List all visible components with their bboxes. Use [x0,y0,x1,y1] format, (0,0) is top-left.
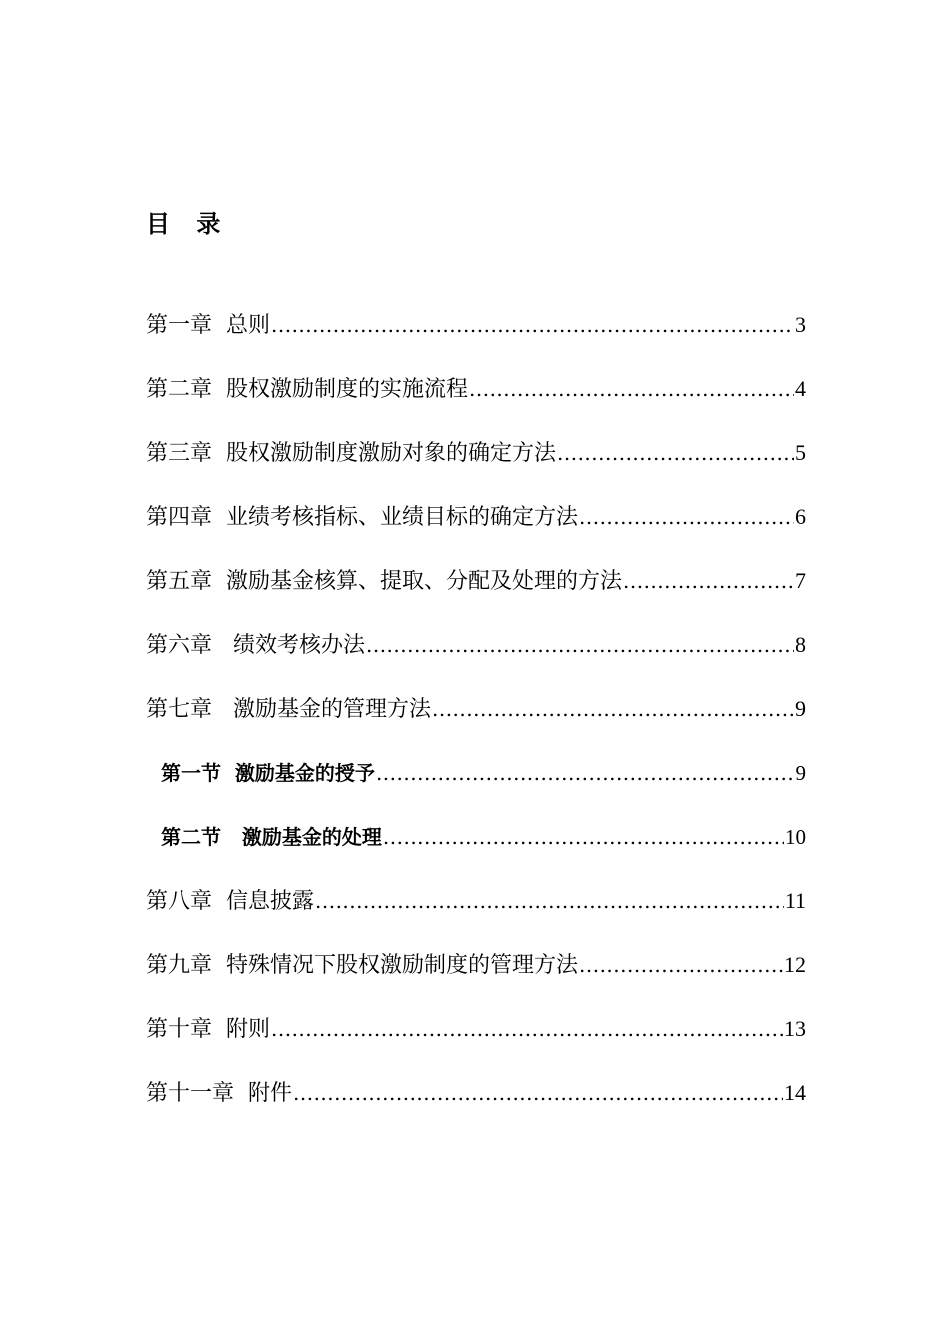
toc-dot-leader [579,945,783,985]
toc-page-number: 9 [795,696,806,721]
toc-entry-label: 第二节 激励基金的处理 [161,825,382,849]
toc-entry-label: 第一节 激励基金的授予 [161,761,375,785]
toc-entry-chapter-5[interactable] [146,561,806,625]
toc-dot-leader [366,625,794,665]
toc-page-number: 9 [795,761,806,785]
toc-page-number: 10 [785,825,806,849]
toc-entry-label: 第十一章 附件 [146,1081,292,1106]
toc-dot-leader [315,881,784,921]
toc-page-number: 8 [795,632,806,657]
toc-page-number: 3 [795,312,806,337]
toc-entry-label: 第七章 激励基金的管理方法 [146,697,431,722]
toc-entry-chapter-11[interactable] [146,1073,806,1137]
toc-page-number: 5 [795,440,806,465]
toc-entry-chapter-10[interactable] [146,1009,806,1073]
toc-list [146,305,806,1137]
toc-entry-label: 第十章 附则 [146,1017,270,1042]
toc-entry-chapter-7[interactable] [146,689,806,753]
toc-dot-leader [271,1009,783,1049]
toc-dot-leader [557,433,794,473]
toc-entry-label: 第一章 总则 [146,313,270,338]
toc-entry-label: 第八章 信息披露 [146,889,314,914]
toc-entry-label: 第二章 股权激励制度的实施流程 [146,377,468,402]
toc-page-number: 6 [795,504,806,529]
toc-entry-label: 第五章 激励基金核算、提取、分配及处理的方法 [146,569,622,594]
toc-dot-leader [383,817,784,857]
toc-page-number: 4 [795,376,806,401]
toc-page-number: 7 [795,568,806,593]
toc-page-number: 13 [784,1016,806,1041]
toc-entry-chapter-8[interactable] [146,881,806,945]
toc-entry-label: 第六章 绩效考核办法 [146,633,365,658]
toc-entry-chapter-3[interactable] [146,433,806,497]
toc-entry-label: 第四章 业绩考核指标、业绩目标的确定方法 [146,505,578,530]
toc-entry-chapter-2[interactable] [146,369,806,433]
toc-dot-leader [293,1073,783,1113]
toc-dot-leader [623,561,794,601]
toc-entry-section-2[interactable] [146,817,806,881]
toc-dot-leader [376,753,795,793]
toc-title: 目 录 [146,209,230,238]
toc-dot-leader [579,497,794,537]
toc-page-number: 12 [784,952,806,977]
toc-entry-label: 第三章 股权激励制度激励对象的确定方法 [146,441,556,466]
toc-page-number: 11 [784,888,806,913]
toc-page-number: 14 [784,1080,806,1105]
toc-entry-chapter-9[interactable] [146,945,806,1009]
toc-dot-leader [271,305,794,345]
toc-dot-leader [469,369,794,409]
toc-entry-label: 第九章 特殊情况下股权激励制度的管理方法 [146,953,578,978]
toc-entry-chapter-1[interactable] [146,305,806,369]
toc-entry-chapter-4[interactable] [146,497,806,561]
toc-entry-chapter-6[interactable] [146,625,806,689]
toc-entry-section-1[interactable] [146,753,806,817]
toc-dot-leader [432,689,794,729]
